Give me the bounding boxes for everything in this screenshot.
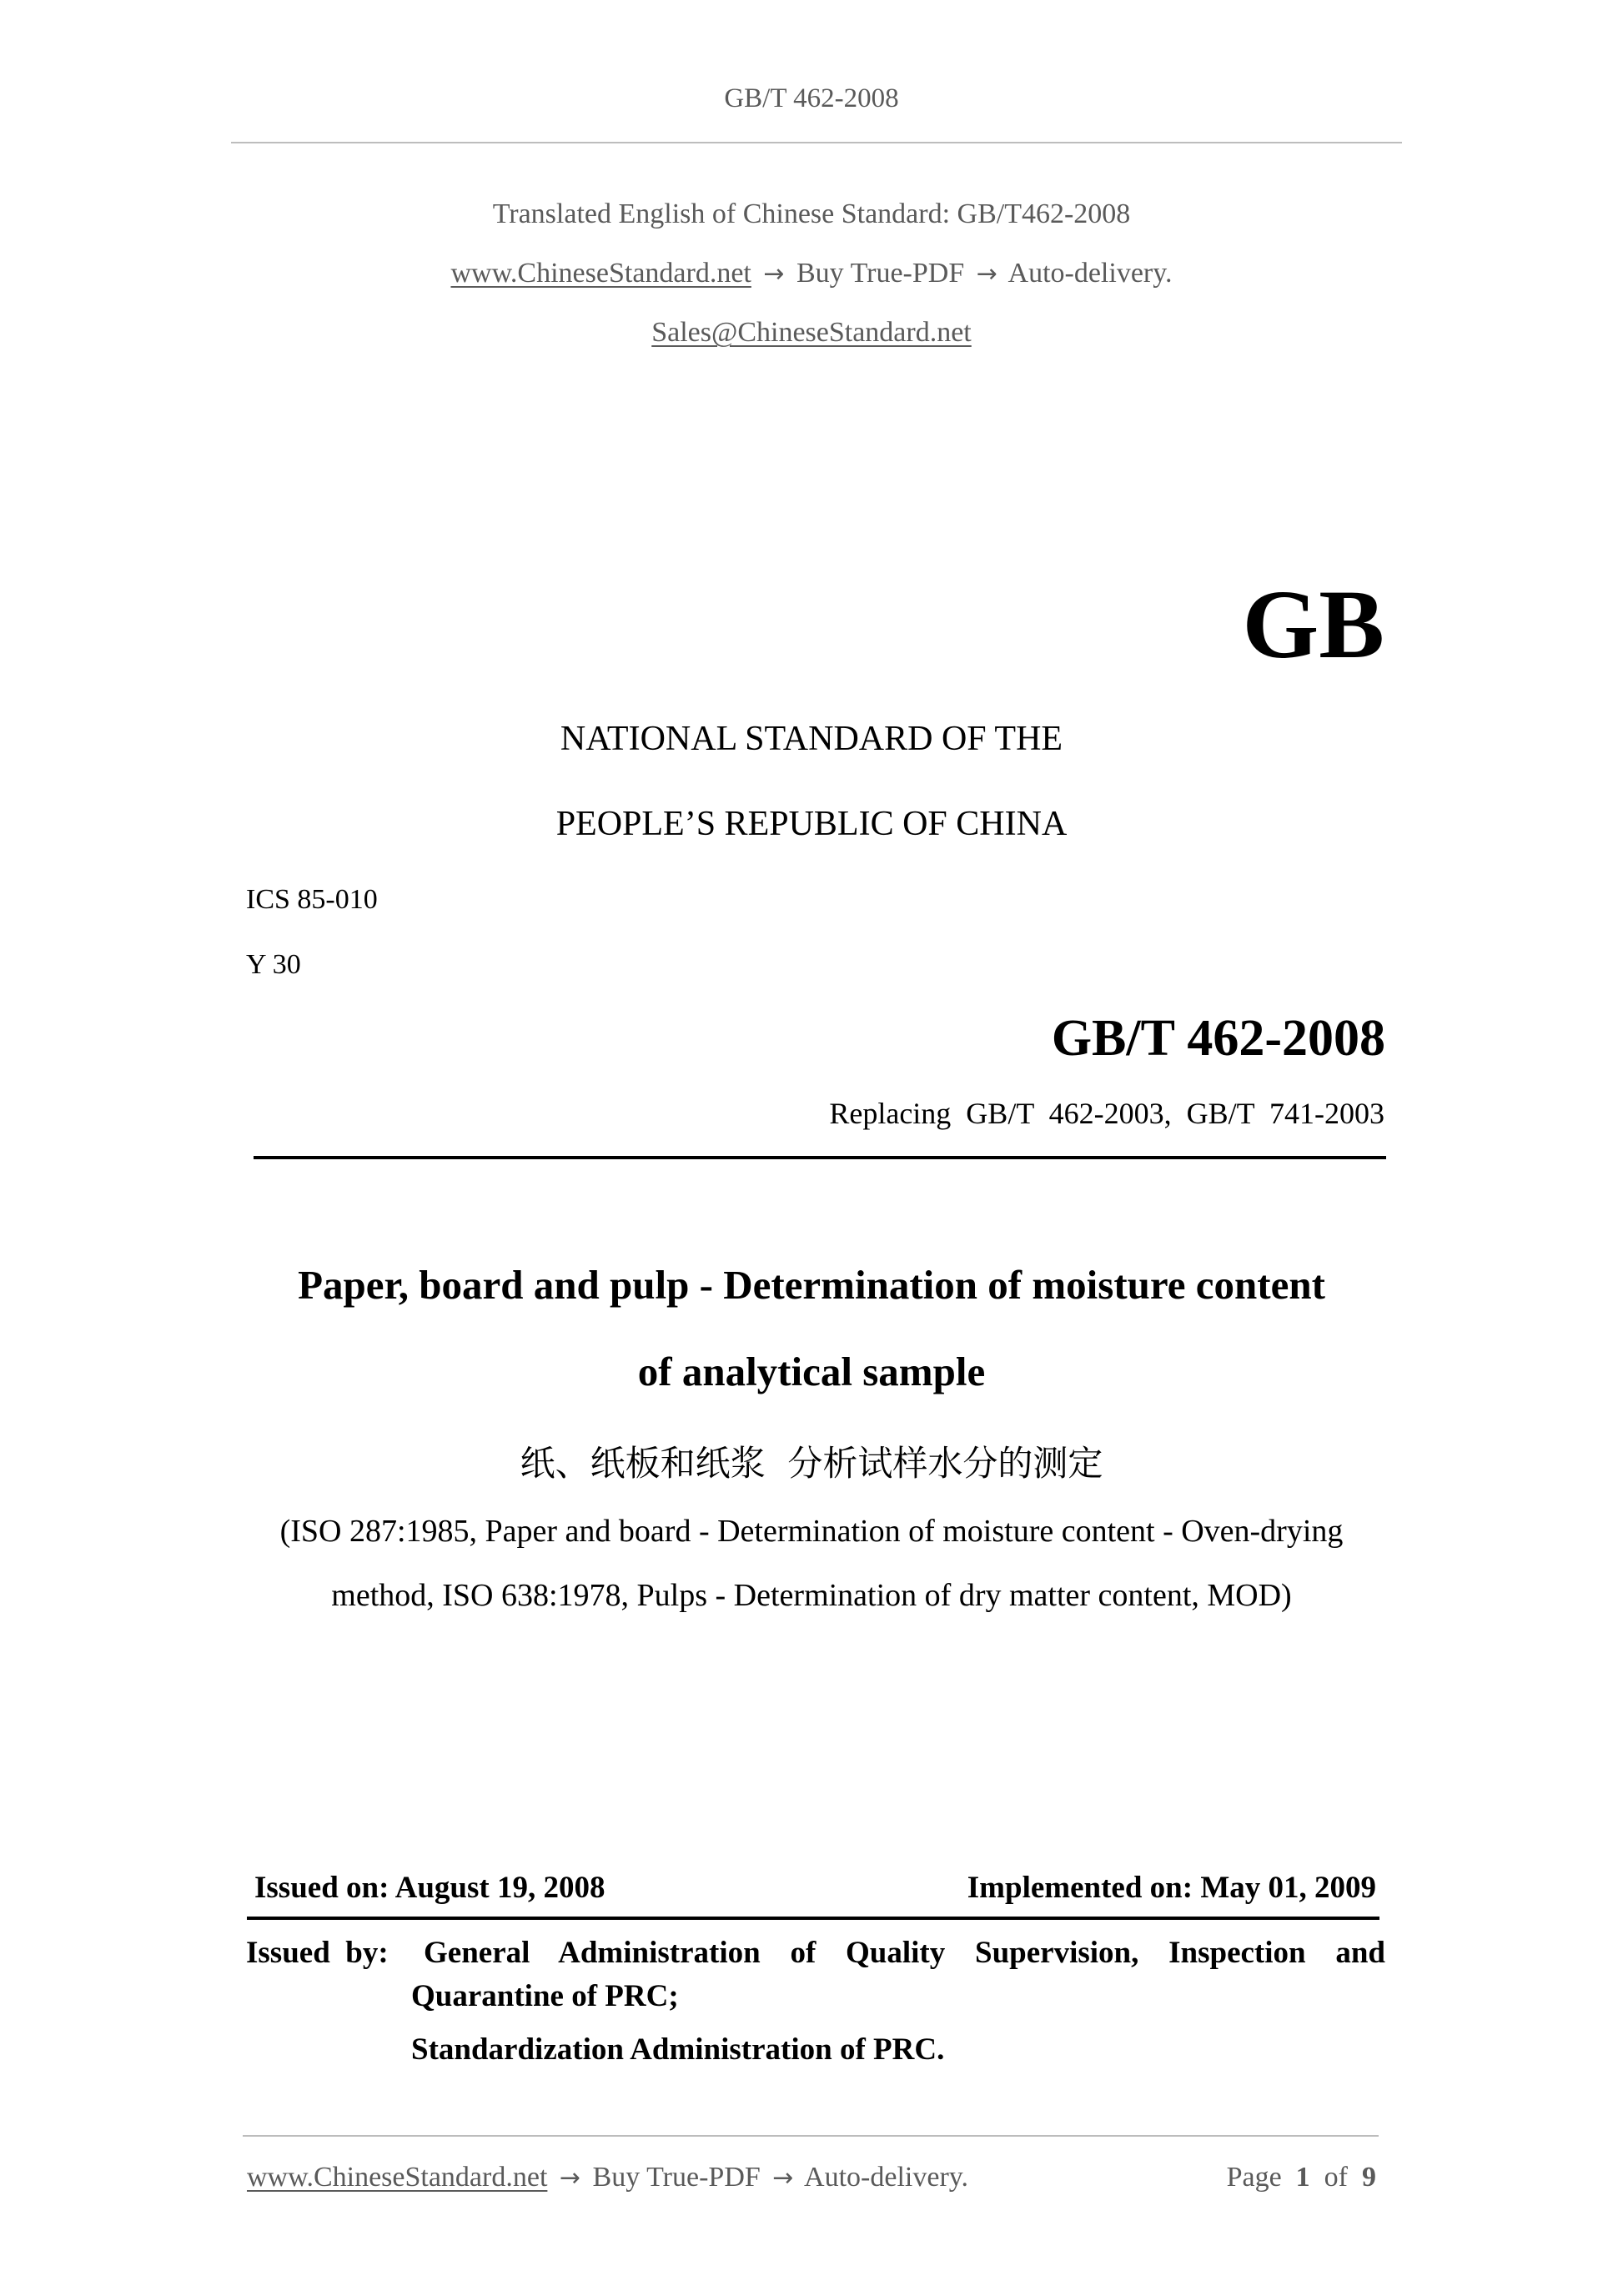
footer-delivery-text: Auto-delivery. bbox=[804, 2162, 969, 2193]
gb-logo: GB bbox=[1242, 570, 1384, 679]
issued-on: Issued on: August 19, 2008 bbox=[254, 1871, 605, 1905]
footer-buy-text: Buy True-PDF bbox=[592, 2162, 761, 2193]
footer-rule bbox=[243, 2135, 1379, 2137]
delivery-text: Auto-delivery. bbox=[1007, 258, 1173, 289]
footer-site-link[interactable]: www.ChineseStandard.net bbox=[247, 2162, 548, 2193]
national-standard-line1: NATIONAL STANDARD OF THE bbox=[560, 720, 1063, 758]
implemented-on: Implemented on: May 01, 2009 bbox=[967, 1871, 1376, 1905]
footer-promo bbox=[247, 2162, 968, 2193]
running-header: GB/T 462-2008 bbox=[724, 83, 899, 113]
iso-note-line1: (ISO 287:1985, Paper and board - Determination of moisture content - Oven-drying bbox=[279, 1514, 1344, 1549]
site-link[interactable]: www.ChineseStandard.net bbox=[450, 258, 751, 289]
total-pages: 9 bbox=[1362, 2162, 1376, 2193]
dates-rule bbox=[247, 1917, 1379, 1920]
buy-text: Buy True-PDF bbox=[796, 258, 965, 289]
promo-line bbox=[0, 258, 1623, 289]
title-line1: Paper, board and pulp - Determination of moisture content bbox=[298, 1262, 1325, 1308]
title-chinese: 纸、纸板和纸浆 分析试样水分的测定 bbox=[520, 1443, 1103, 1484]
issued-by-line2: Quarantine of PRC; bbox=[411, 1979, 679, 2013]
arrow-right-icon: → bbox=[772, 2163, 794, 2193]
email-link[interactable]: Sales@ChineseStandard.net bbox=[651, 317, 972, 348]
issued-by-label: Issued by: bbox=[246, 1936, 389, 1970]
standard-number: GB/T 462-2008 bbox=[1051, 1010, 1385, 1067]
iso-note-line2: method, ISO 638:1978, Pulps - Determination of dry matter content, MOD) bbox=[331, 1578, 1292, 1613]
translation-note: Translated English of Chinese Standard: GB/T462-2008 bbox=[492, 198, 1131, 229]
of-label: of bbox=[1324, 2162, 1348, 2193]
arrow-right-icon: → bbox=[763, 259, 785, 289]
number-rule bbox=[254, 1156, 1386, 1159]
arrow-right-icon: → bbox=[976, 259, 997, 289]
issued-by-line1: General Administration of Quality Supervision, Inspection and bbox=[424, 1936, 1385, 1970]
page-indicator bbox=[1227, 2162, 1376, 2193]
issued-by-line3: Standardization Administration of PRC. bbox=[411, 2032, 945, 2067]
replacing-note: Replacing GB/T 462-2003, GB/T 741-2003 bbox=[829, 1097, 1384, 1130]
arrow-right-icon: → bbox=[559, 2163, 581, 2193]
ccs-code: Y 30 bbox=[246, 949, 301, 980]
email-line bbox=[0, 317, 1623, 349]
header-rule bbox=[231, 142, 1402, 143]
national-standard-line2: PEOPLE’S REPUBLIC OF CHINA bbox=[555, 805, 1068, 843]
ics-code: ICS 85-010 bbox=[246, 884, 378, 915]
page-number: 1 bbox=[1295, 2162, 1310, 2193]
page-label: Page bbox=[1226, 2162, 1282, 2193]
title-line2: of analytical sample bbox=[637, 1349, 986, 1394]
